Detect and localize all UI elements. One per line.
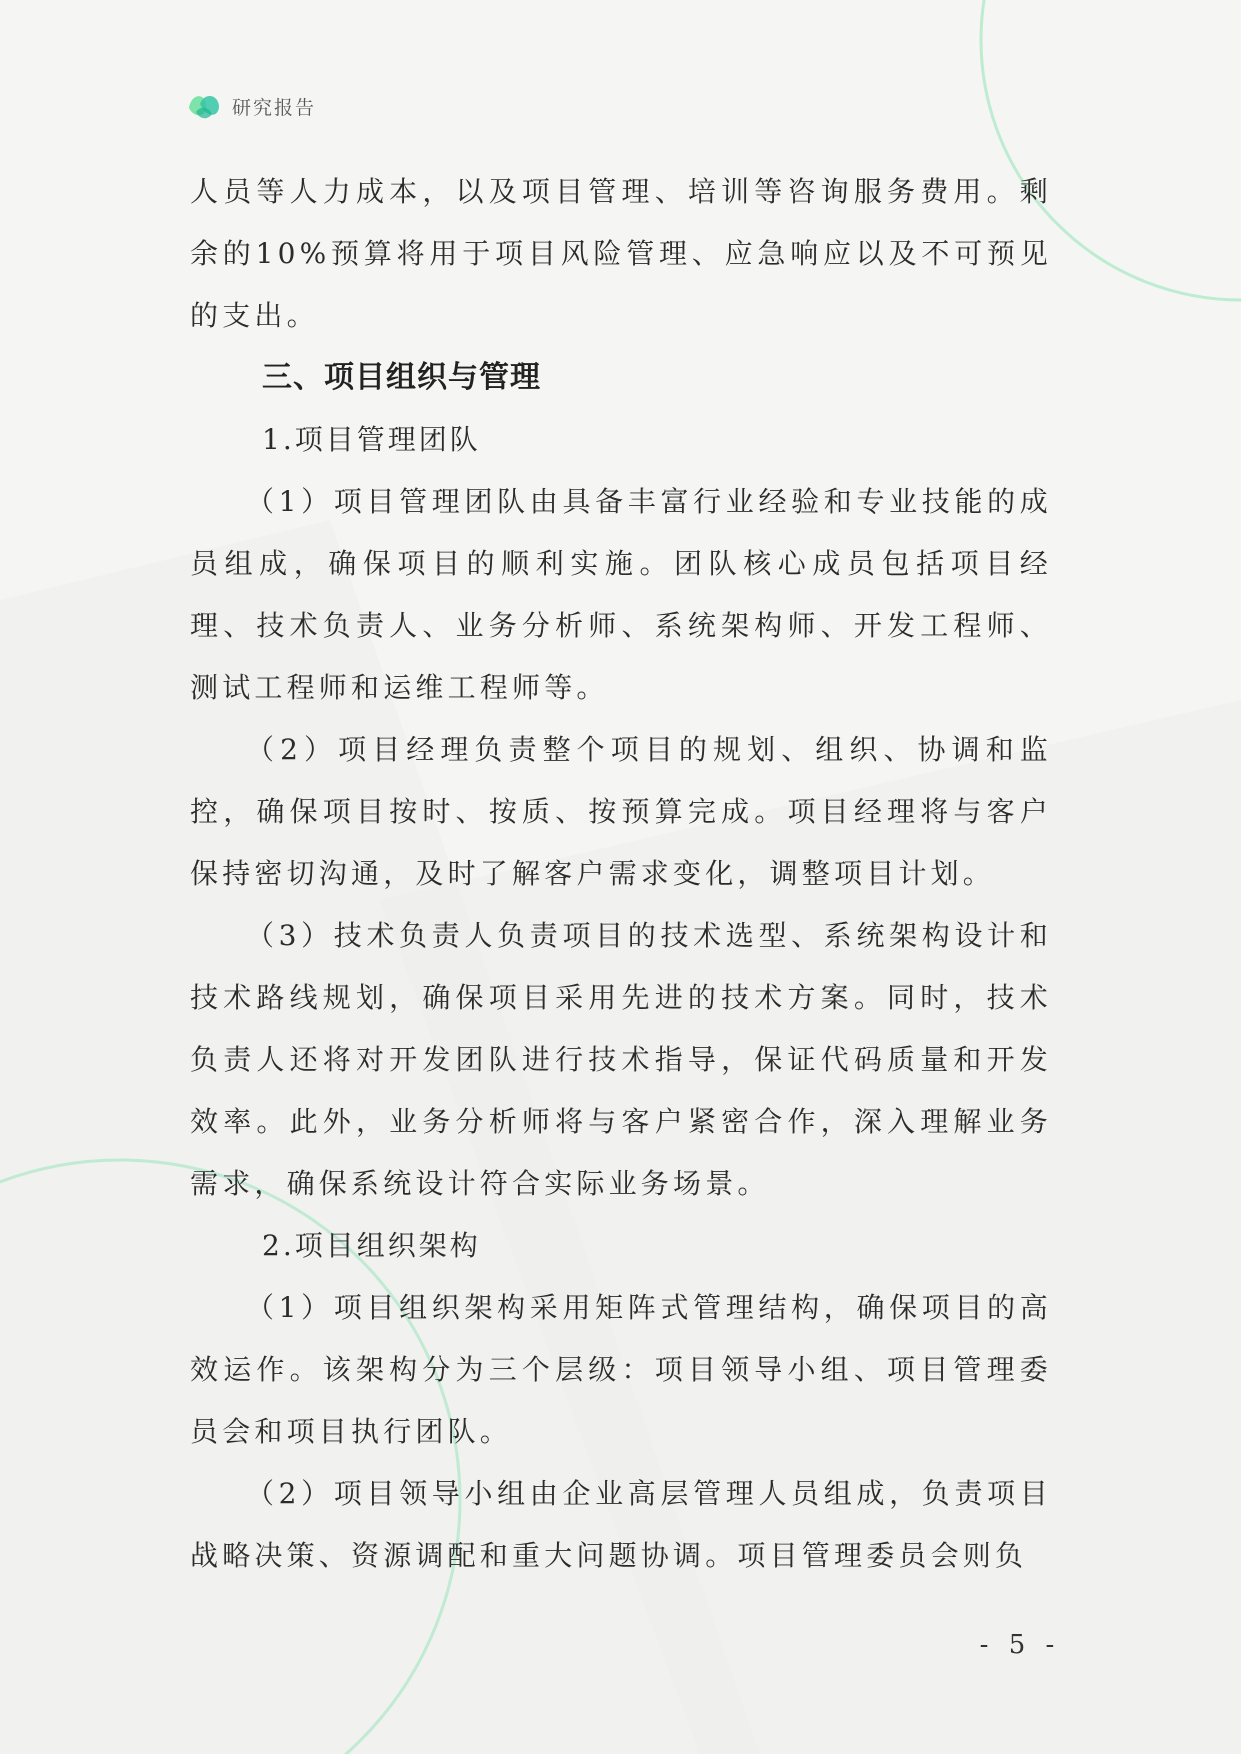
paragraph-team-1: （1）项目管理团队由具备丰富行业经验和专业技能的成员组成，确保项目的顺利实施。团队核心成员包括项目经理、技术负责人、业务分析师、系统架构师、开发工程师、测试工程师和运维工程师等。 [190, 485, 1052, 704]
document-body [190, 161, 1052, 1587]
paragraph-team-3: （3）技术负责人负责项目的技术选型、系统架构设计和技术路线规划，确保项目采用先进的技术方案。同时，技术负责人还将对开发团队进行技术指导，保证代码质量和开发效率。此外，业务分析师将与客户紧密合作，深入理解业务需求，确保系统设计符合实际业务场景。 [190, 919, 1052, 1200]
subsection-heading-team: 1.项目管理团队 [262, 423, 481, 456]
paragraph-team-2: （2）项目经理负责整个项目的规划、组织、协调和监控，确保项目按时、按质、按预算完成。项目经理将与客户保持密切沟通，及时了解客户需求变化，调整项目计划。 [190, 733, 1052, 890]
green-leaf-logo-icon [186, 88, 222, 124]
header-title: 研究报告 [232, 96, 317, 119]
paragraph-structure-2: （2）项目领导小组由企业高层管理人员组成，负责项目战略决策、资源调配和重大问题协调。项目管理委员会则负 [190, 1477, 1052, 1572]
section-heading: 三、项目组织与管理 [262, 360, 541, 395]
document-header [186, 88, 316, 124]
paragraph-continuation: 人员等人力成本，以及项目管理、培训等咨询服务费用。剩余的10%预算将用于项目风险管理、应急响应以及不可预见的支出。 [190, 175, 1052, 332]
subsection-heading-structure: 2.项目组织架构 [262, 1229, 481, 1262]
paragraph-structure-1: （1）项目组织架构采用矩阵式管理结构，确保项目的高效运作。该架构分为三个层级：项目领导小组、项目管理委员会和项目执行团队。 [190, 1291, 1052, 1448]
page-number: - 5 - [979, 1630, 1061, 1660]
